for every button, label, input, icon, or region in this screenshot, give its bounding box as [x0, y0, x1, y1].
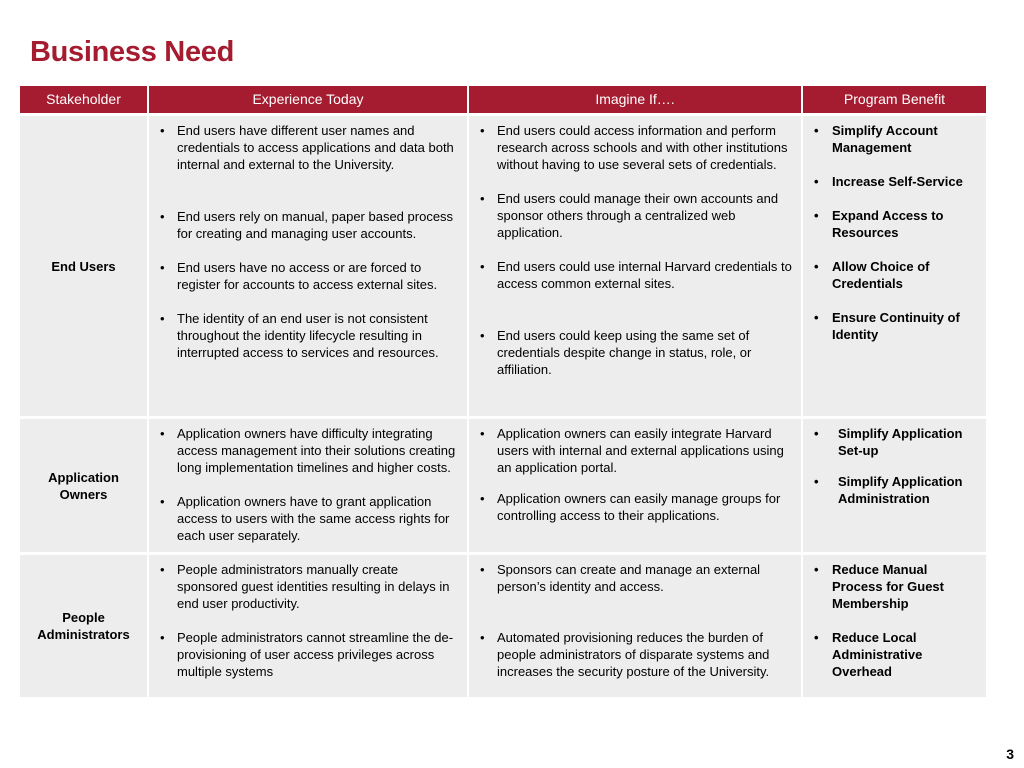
table-row-application-owners [20, 418, 986, 554]
list-item: • Application owners can easily manage groups for controlling access to their applications. [477, 490, 793, 524]
list-item: • Sponsors can create and manage an external person’s identity and access. [477, 561, 793, 595]
list-item: • End users could access information and perform research across schools and with other institutions without having to use several sets of credentials. [477, 122, 793, 173]
list-item: • End users could keep using the same set of credentials despite change in status, role, or affiliation. [477, 327, 793, 378]
list-item: • Application owners have to grant application access to users with the same access rights for each user separately. [157, 493, 459, 544]
list-item: • The identity of an end user is not consistent throughout the identity lifecycle resulting in interrupted access to services and resources. [157, 310, 459, 361]
header-experience-today: Experience Today [148, 86, 468, 115]
list-item: • Simplify Application Administration [811, 473, 978, 507]
page-title: Business Need [30, 36, 235, 68]
experience-cell [148, 554, 468, 698]
table-header-row [20, 86, 986, 115]
list-item: • End users have different user names and credentials to access applications and data both internal and external to the University. [157, 122, 459, 173]
header-stakeholder: Stakeholder [20, 86, 148, 115]
experience-cell [148, 418, 468, 554]
list-item: • Application owners have difficulty integrating access management into their solutions creating long implementation timelines and higher costs. [157, 425, 459, 476]
list-item: • Automated provisioning reduces the burden of people administrators of disparate systems and increases the security posture of the University. [477, 629, 793, 680]
list-item: • Allow Choice of Credentials [811, 258, 978, 292]
table-row-people-administrators [20, 554, 986, 698]
list-item: • Reduce Manual Process for Guest Membership [811, 561, 978, 612]
header-program-benefit: Program Benefit [802, 86, 986, 115]
list-item: • People administrators cannot streamline the de-provisioning of user access privileges across multiple systems [157, 629, 459, 680]
list-item: • Simplify Application Set-up [811, 425, 978, 459]
list-item: • End users have no access or are forced to register for accounts to access external sites. [157, 259, 459, 293]
list-item: • End users could use internal Harvard credentials to access common external sites. [477, 258, 793, 292]
stakeholder-cell: End Users [20, 115, 148, 418]
benefit-cell [802, 115, 986, 418]
list-item: • People administrators manually create sponsored guest identities resulting in delays in end user productivity. [157, 561, 459, 612]
header-imagine-if: Imagine If…. [468, 86, 802, 115]
page-number: 3 [1006, 746, 1014, 762]
list-item: • End users could manage their own accounts and sponsor others through a centralized web application. [477, 190, 793, 241]
benefit-cell [802, 554, 986, 698]
list-item: • Increase Self-Service [811, 173, 978, 190]
imagine-cell [468, 115, 802, 418]
stakeholder-cell: Application Owners [20, 418, 148, 554]
list-item: • Ensure Continuity of Identity [811, 309, 978, 343]
list-item: • Simplify Account Management [811, 122, 978, 156]
list-item: • End users rely on manual, paper based process for creating and managing user accounts. [157, 208, 459, 242]
imagine-cell [468, 418, 802, 554]
benefit-cell [802, 418, 986, 554]
table-row-end-users [20, 115, 986, 418]
imagine-cell [468, 554, 802, 698]
business-need-table [20, 86, 986, 697]
list-item: • Reduce Local Administrative Overhead [811, 629, 978, 680]
list-item: • Application owners can easily integrate Harvard users with internal and external applications using an application portal. [477, 425, 793, 476]
stakeholder-cell: People Administrators [20, 554, 148, 698]
list-item: • Expand Access to Resources [811, 207, 978, 241]
experience-cell [148, 115, 468, 418]
